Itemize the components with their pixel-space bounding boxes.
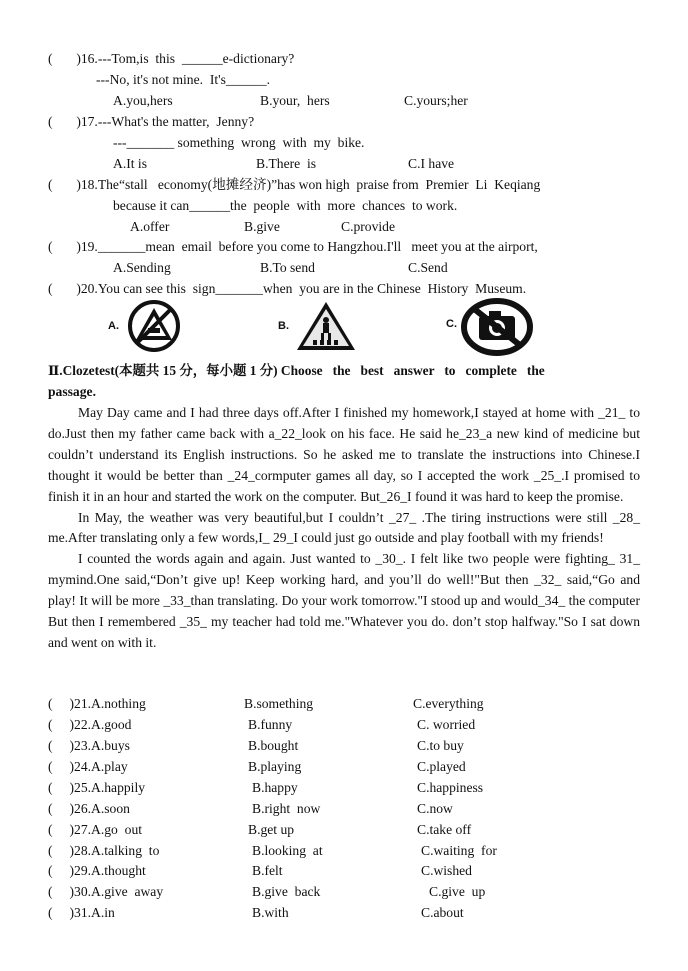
section-heading-line2: passage. [48, 384, 96, 399]
option-b: B.give back [252, 884, 321, 899]
option-b: B.felt [252, 863, 283, 878]
sign-label-a: A. [108, 320, 119, 332]
option-c: C.happiness [417, 780, 484, 795]
sign-label-c: C. [446, 318, 457, 330]
option-c: C.now [417, 801, 453, 816]
question-18-line2: because it can______the people with more chances to work. [113, 198, 458, 213]
passage-paragraph: I counted the words again and again. Just wanted to _30_. I felt like two people were fighting_ 31_ mymind.One said,“Don’t give up! Keep working hard, and you’ll do well!"But then _32_ said,“Go and play! It will be more _33_than translating. Do your work tomorrow."I stood up and would_34_ the computer But then I remembered _35_ my teacher had told me."Whatever you do. don’t stop halfway."So I sat down and went on with it. [48, 551, 640, 650]
option-c: C.to buy [417, 738, 464, 753]
option-c: C.provide [341, 219, 395, 234]
option-a: A.offer [130, 219, 170, 234]
option-a: A.Sending [113, 260, 171, 275]
question-17-line2: ---_______ something wrong with my bike. [113, 135, 365, 150]
option-c: C. worried [417, 717, 476, 732]
passage-paragraph: In May, the weather was very beautiful,but I couldn’t _27_ .The tiring instructions were still _28_ me.After translating only a few words,I_ 29_I could just go outside and play football with my friends! [48, 509, 640, 546]
option-b: B.playing [248, 759, 302, 774]
option-b: B.To send [260, 260, 315, 275]
pedestrian-crossing-sign-icon [295, 300, 357, 356]
no-photography-sign-icon [461, 298, 533, 360]
question-16-line2: ---No, it's not mine. It's______. [96, 72, 271, 87]
option-c: C.waiting for [421, 843, 497, 858]
option-c: C.give up [429, 884, 486, 899]
option-number-a: ( )30.A.give away [48, 884, 164, 899]
option-b: B.with [252, 905, 289, 920]
option-c: C.played [417, 759, 466, 774]
option-number-a: ( )27.A.go out [48, 822, 143, 837]
passage-paragraph: May Day came and I had three days off.After I finished my homework,I stayed at home with _21_ to do.Just then my father came back with a_22_look on his face. He said he_23_a new kind of medicine but couldn’t understand its English instructions. So he asked me to translate the instructions into Chinese.I thought it would be better than _24_cormputer games all day, so I accepted the work _25_.I promised to finish it in an hour and started the work on the computer. But_26_I found it was hard to keep the promise. [48, 405, 640, 504]
option-number-a: ( )28.A.talking to [48, 843, 160, 858]
option-number-a: ( )22.A.good [48, 717, 132, 732]
question-16-stem: ( )16.---Tom,is this ______e-dictionary? [48, 51, 295, 66]
option-b: B.something [244, 696, 314, 711]
option-number-a: ( )21.A.nothing [48, 696, 146, 711]
option-number-a: ( )24.A.play [48, 759, 128, 774]
option-a: A.you,hers [113, 93, 173, 108]
option-number-a: ( )25.A.happily [48, 780, 146, 795]
option-b: B.funny [248, 717, 293, 732]
option-c: C.everything [413, 696, 484, 711]
option-b: B.bought [248, 738, 299, 753]
option-b: B.There is [256, 156, 317, 171]
question-18-stem: ( )18.The“stall economy(地摊经济)”has won high praise from Premier Li Keqiang [48, 177, 541, 192]
option-c: C.about [421, 905, 464, 920]
sign-label-b: B. [278, 320, 289, 332]
option-b: B.give [244, 219, 280, 234]
option-c: C.I have [408, 156, 455, 171]
option-number-a: ( )29.A.thought [48, 863, 146, 878]
option-c: C.Send [408, 260, 448, 275]
cloze-passage [48, 403, 640, 654]
option-number-a: ( )31.A.in [48, 905, 115, 920]
question-20-stem: ( )20.You can see this sign_______when you are in the Chinese History Museum. [48, 281, 527, 296]
option-number-a: ( )23.A.buys [48, 738, 130, 753]
no-sign-triangle-icon [128, 300, 180, 356]
question-19-stem: ( )19._______mean email before you come to Hangzhou.I'll meet you at the airport, [48, 239, 538, 254]
option-c: C.wished [421, 863, 472, 878]
option-b: B.get up [248, 822, 295, 837]
section-heading: Ⅱ.Clozetest(本题共 15 分，每小题 1 分) Choose the best answer to complete the [48, 363, 545, 378]
option-a: A.It is [113, 156, 147, 171]
option-c: C.take off [417, 822, 472, 837]
option-number-a: ( )26.A.soon [48, 801, 130, 816]
question-17-stem: ( )17.---What's the matter, Jenny? [48, 114, 255, 129]
option-b: B.right now [252, 801, 321, 816]
option-b: B.happy [252, 780, 298, 795]
option-c: C.yours;her [404, 93, 468, 108]
option-b: B.looking at [252, 843, 323, 858]
option-b: B.your, hers [260, 93, 330, 108]
